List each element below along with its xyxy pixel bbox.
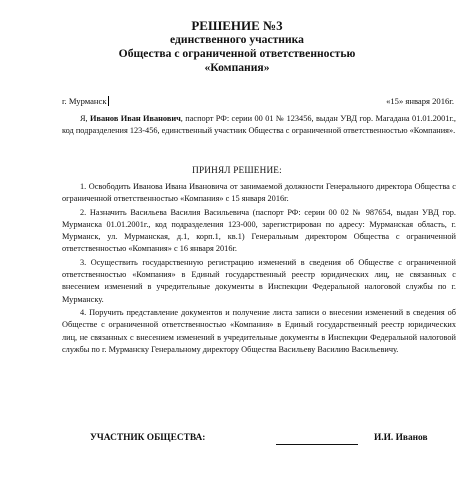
decision-item-4: 4. Поручить представление документов и получение листа записи о внесении изменений в сведения об Обществе с ограниченной ответственностью «Компания» в Единый государственный реестр юридических лиц, не связанных с внесением изменений в учредительные документы в Инспекции Федеральной налоговой службы по г. Мурманску Генеральному директору Общества Васильеву Василию Васильевичу.	[62, 307, 456, 354]
intro-paragraph	[62, 113, 456, 138]
decision-item-2: 2. Назначить Васильева Василия Васильевича (паспорт РФ: серии 00 02 № 987654, выдан УВД гор. Мурманска 01.01.2001г., код подразделения 123-000, зарегистрирован по адресу: Мурманская область, г. Мурманск, ул. Мурманская, д.1, корп.1, кв.1) Генеральным директором Общества с ограниченной ответственностью «Компания» с 16 января 2016г.	[62, 207, 456, 254]
text-cursor	[108, 96, 109, 106]
title-line-1: РЕШЕНИЕ №3	[191, 18, 283, 33]
intro-rest: , паспорт РФ: серии 00 01 № 123456, выдан УВД гор. Магадана 01.01.2001г., код подразделения 123-456, единственный участник Общества с ограниченной ответственностью «Компания».	[62, 114, 456, 136]
document-date: «15» января 2016г.	[386, 96, 454, 106]
intro-prefix: Я,	[80, 114, 91, 123]
title-line-4: «Компания»	[204, 61, 270, 74]
place-text: г. Мурманск	[62, 96, 107, 106]
participant-name: Иванов Иван Иванович	[90, 114, 181, 123]
title-line-3: Общества с ограниченной ответственностью	[118, 47, 356, 60]
title-line-2: единственного участника	[170, 33, 304, 46]
document-title	[0, 18, 474, 75]
signature-line	[276, 444, 358, 445]
signature-name: И.И. Иванов	[374, 433, 428, 443]
signature-label: УЧАСТНИК ОБЩЕСТВА:	[90, 433, 206, 443]
decision-item-1: 1. Освободить Иванова Ивана Ивановича от занимаемой должности Генерального директора Общества с ограниченной ответственностью «Компания» с 15 января 2016г.	[62, 182, 456, 204]
decision-item-3: 3. Осуществить государственную регистрацию изменений в сведения об Обществе с ограниченной ответственностью «Компания» в Единый государственный реестр юридических лиц, не связанных с внесением изменений в учредительные документы в Инспекции Федеральной налоговой службы по г. Мурманску.	[62, 257, 456, 304]
decision-items	[62, 181, 456, 357]
place-line[interactable]	[62, 96, 109, 106]
decision-heading: ПРИНЯЛ РЕШЕНИЕ:	[192, 165, 282, 175]
